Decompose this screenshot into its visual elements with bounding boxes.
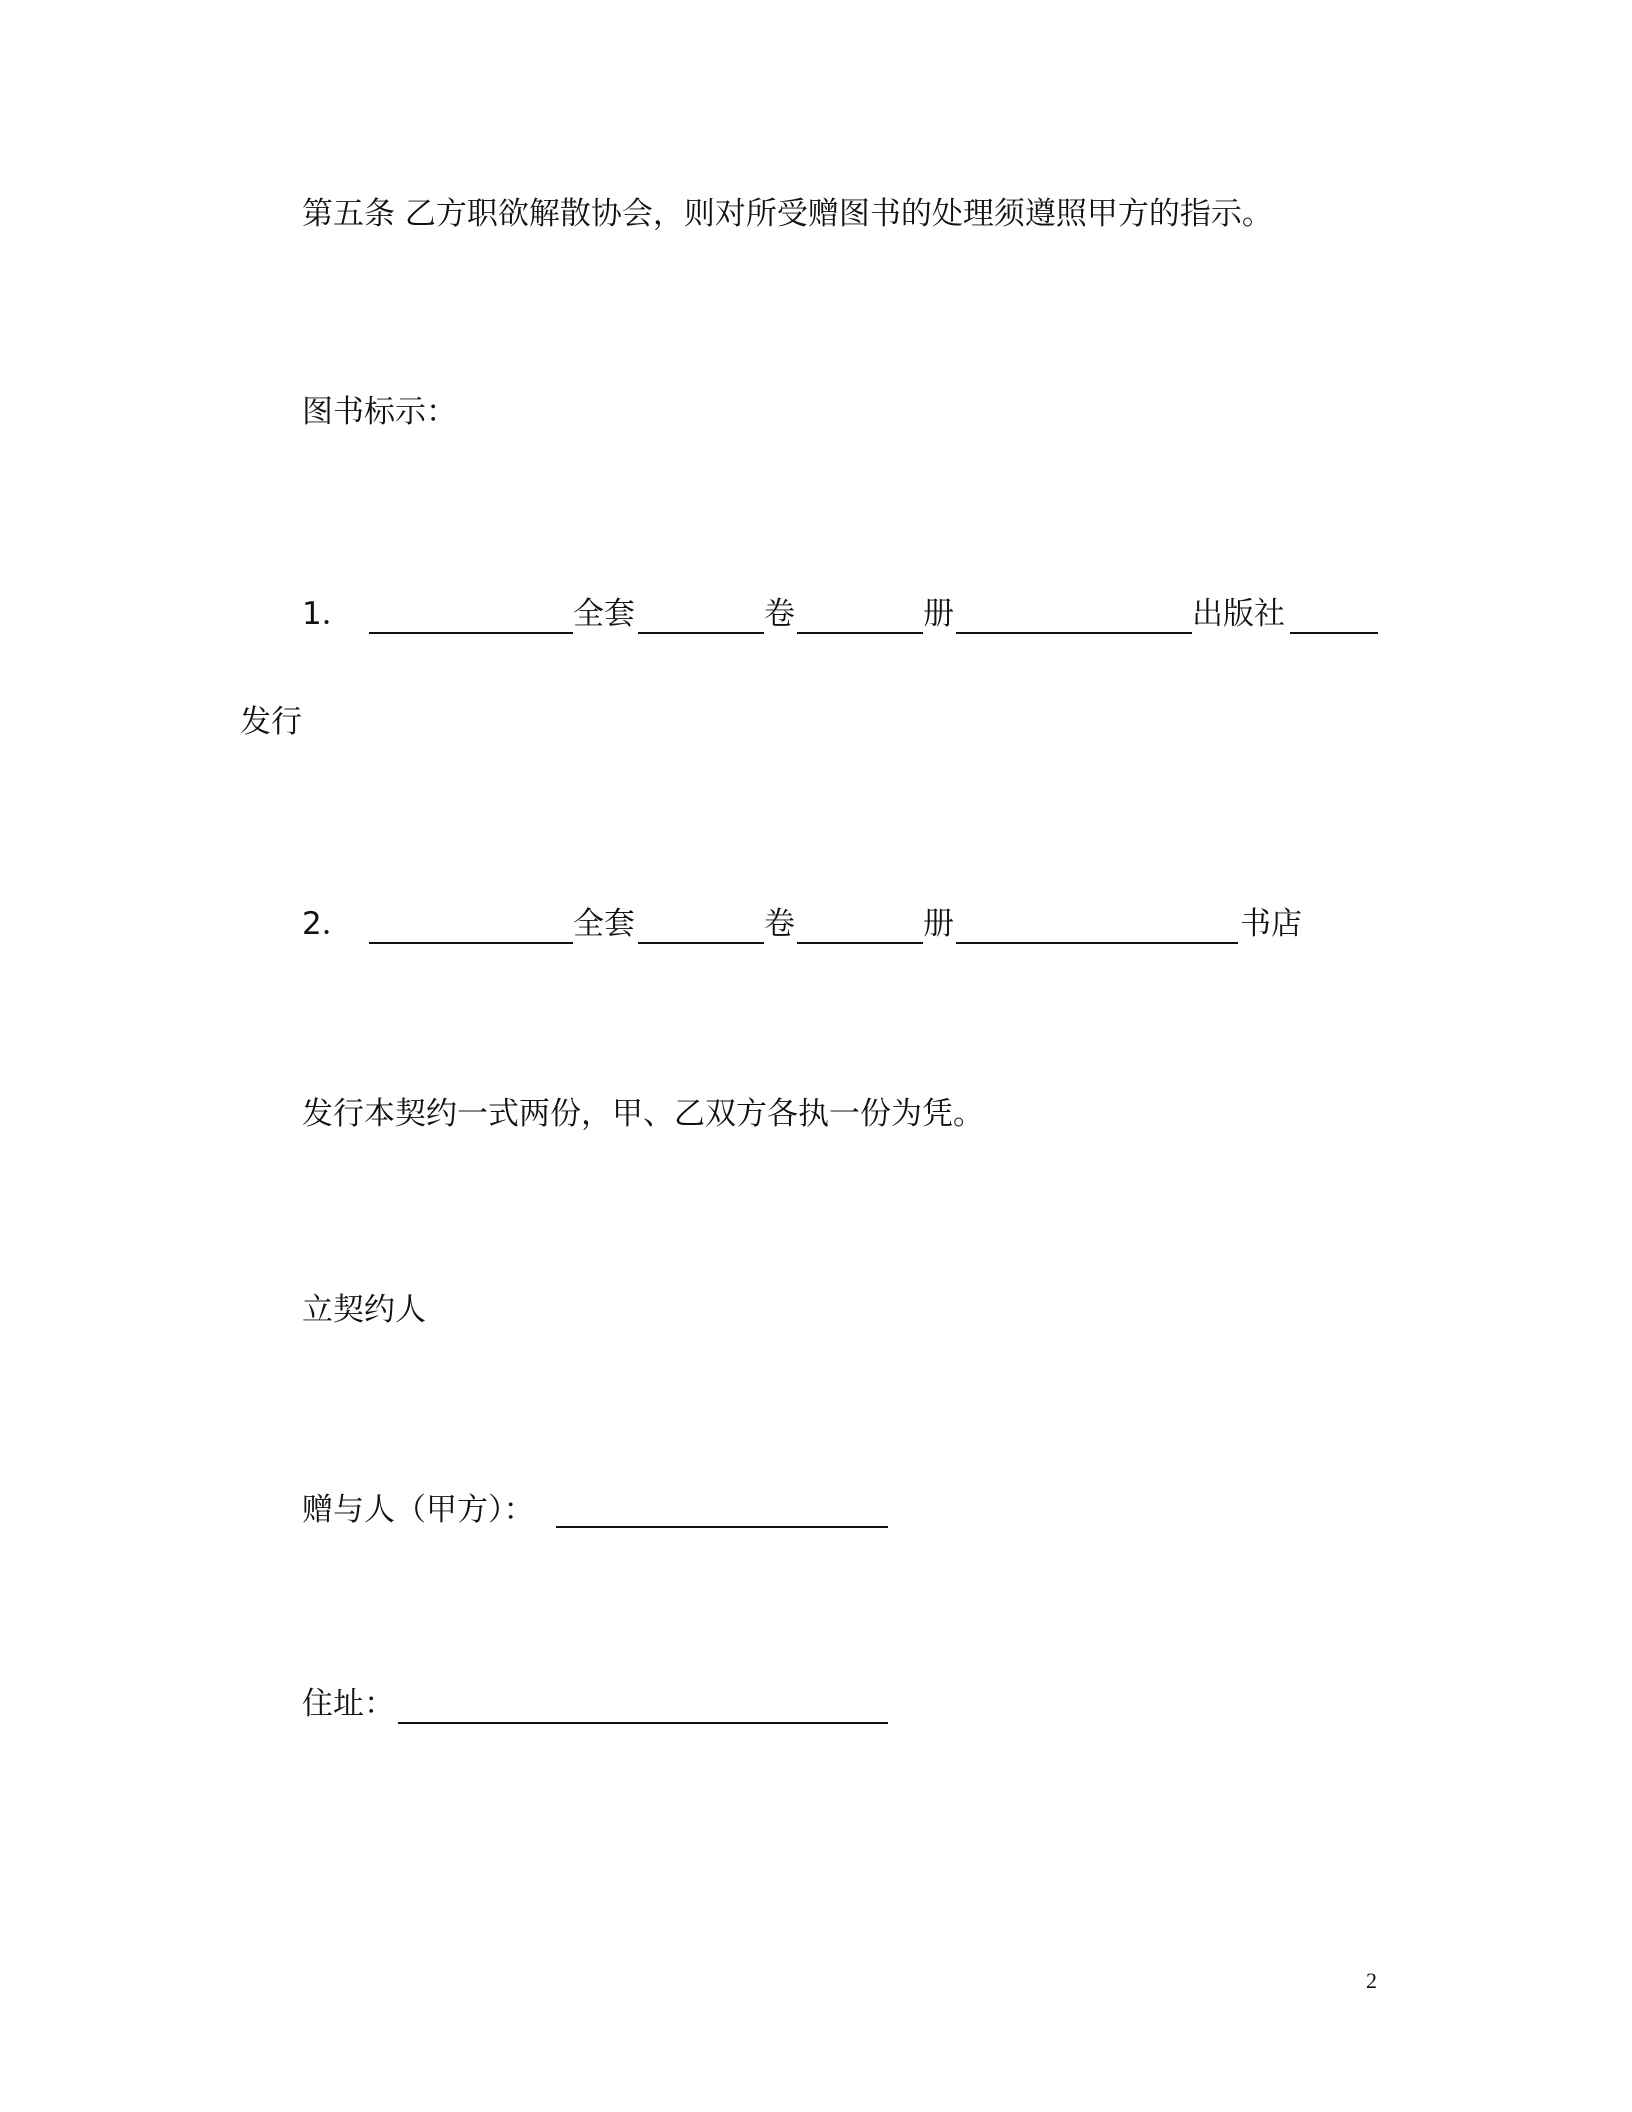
item-1-copies-label: 册 bbox=[923, 596, 954, 632]
item-2-volume-label: 卷 bbox=[764, 906, 795, 942]
book-list-heading: 图书标示： bbox=[302, 394, 457, 430]
copies-clause: 发行本契约一式两份，甲、乙双方各执一份为凭。 bbox=[302, 1096, 984, 1132]
item-1-number: 1． bbox=[302, 596, 353, 632]
item-2-set-blank[interactable] bbox=[638, 942, 764, 944]
item-1-publisher-tail-blank[interactable] bbox=[1290, 632, 1378, 634]
donor-name-blank[interactable] bbox=[556, 1526, 888, 1528]
signatories-heading: 立契约人 bbox=[302, 1292, 426, 1328]
item-1-issue-label: 发行 bbox=[240, 704, 302, 740]
address-label: 住址： bbox=[302, 1686, 395, 1722]
item-1-set-blank[interactable] bbox=[638, 632, 764, 634]
item-2-number: 2． bbox=[302, 906, 353, 942]
item-1-volume-label: 卷 bbox=[764, 596, 795, 632]
item-1-publisher-label: 出版社 bbox=[1192, 596, 1285, 632]
address-blank[interactable] bbox=[398, 1722, 888, 1724]
item-1-set-label: 全套 bbox=[573, 596, 635, 632]
item-1-publisher-blank[interactable] bbox=[956, 632, 1192, 634]
article-5-text: 第五条 乙方职欲解散协会，则对所受赠图书的处理须遵照甲方的指示。 bbox=[302, 196, 1273, 232]
item-2-copies-label: 册 bbox=[923, 906, 954, 942]
item-2-title-blank[interactable] bbox=[369, 942, 573, 944]
item-2-set-label: 全套 bbox=[573, 906, 635, 942]
item-2-store-blank[interactable] bbox=[956, 942, 1238, 944]
item-1-title-blank[interactable] bbox=[369, 632, 573, 634]
item-1-volume-blank[interactable] bbox=[797, 632, 923, 634]
donor-label: 赠与人（甲方）： bbox=[302, 1492, 535, 1528]
item-2-volume-blank[interactable] bbox=[797, 942, 923, 944]
item-2-store-label: 书店 bbox=[1240, 906, 1302, 942]
page-number: 2 bbox=[1366, 1968, 1377, 1993]
